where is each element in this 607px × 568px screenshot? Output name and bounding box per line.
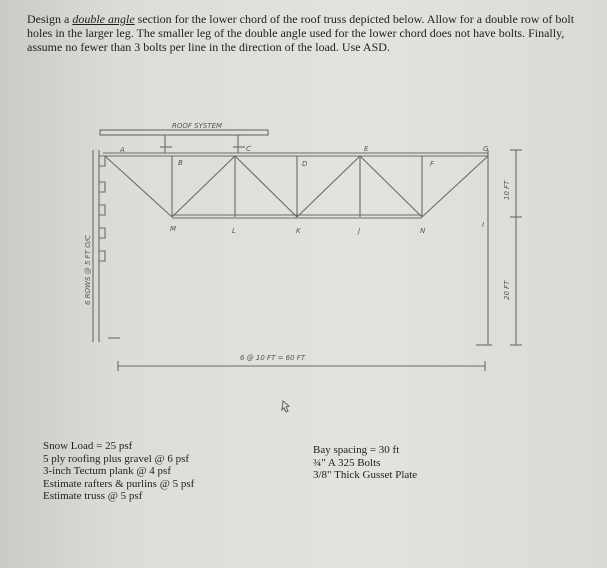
node-label-g: G bbox=[483, 145, 489, 153]
problem-text-start: Design a bbox=[27, 12, 73, 26]
purlin-mark-0 bbox=[99, 156, 105, 166]
load-rafters: Estimate rafters & purlins @ 5 psf bbox=[43, 477, 195, 490]
node-label-b: B bbox=[178, 159, 183, 167]
bottom-dimension-label: 6 @ 10 FT = 60 FT bbox=[240, 354, 306, 362]
spec-gusset: 3/8" Thick Gusset Plate bbox=[313, 469, 418, 481]
loads-list bbox=[43, 440, 194, 503]
node-label-m: M bbox=[170, 225, 177, 233]
roof-system-label: ROOF SYSTEM bbox=[172, 122, 223, 130]
problem-text-rest: section for the lower chord of the roof truss depicted below. Allow for a double row of bolt holes in the larger leg. The smaller leg of the double angle used for the lower chord does not have bolts. Finally, assume no fewer than 3 bolts per line in the direction of the load. Use ASD. bbox=[27, 12, 575, 54]
roof-slab bbox=[100, 130, 268, 135]
node-label-c: C bbox=[246, 145, 251, 153]
node-label-f: F bbox=[430, 160, 435, 168]
spec-bolts: ¾" A 325 Bolts bbox=[313, 456, 381, 469]
right-dimension-label-top: 10 FT bbox=[503, 180, 511, 200]
double-angle-link[interactable]: double angle bbox=[72, 12, 135, 26]
node-label-e: E bbox=[364, 145, 369, 153]
cursor-icon bbox=[282, 401, 289, 412]
purlin-mark-4 bbox=[99, 251, 105, 261]
load-snow: Snow Load = 25 psf bbox=[43, 440, 133, 452]
load-truss: Estimate truss @ 5 psf bbox=[43, 490, 143, 502]
load-roofing: 5 ply roofing plus gravel @ 6 psf bbox=[43, 452, 190, 465]
node-label-d: D bbox=[302, 160, 308, 168]
diagonal-e-n bbox=[360, 156, 422, 217]
node-label-a: A bbox=[120, 146, 125, 154]
spec-bay-spacing: Bay spacing = 30 ft bbox=[313, 444, 400, 456]
node-label-k: K bbox=[296, 227, 301, 235]
purlin-mark-2 bbox=[99, 205, 105, 215]
left-dimension-label: 6 ROWS @ 5 FT O/C bbox=[84, 235, 92, 305]
purlin-mark-1 bbox=[99, 182, 105, 192]
purlin-mark-3 bbox=[99, 228, 105, 238]
end-diagonal-left bbox=[105, 156, 172, 217]
node-label-l: L bbox=[232, 227, 236, 235]
specs-list bbox=[313, 444, 417, 482]
load-tectum: 3-inch Tectum plank @ 4 psf bbox=[43, 465, 171, 477]
node-label-n: N bbox=[420, 227, 426, 235]
diagonal-c-k bbox=[235, 156, 297, 217]
right-dimension-label-main: 20 FT bbox=[503, 280, 511, 300]
node-label-i: I bbox=[482, 221, 485, 229]
node-label-j: J bbox=[358, 227, 361, 235]
